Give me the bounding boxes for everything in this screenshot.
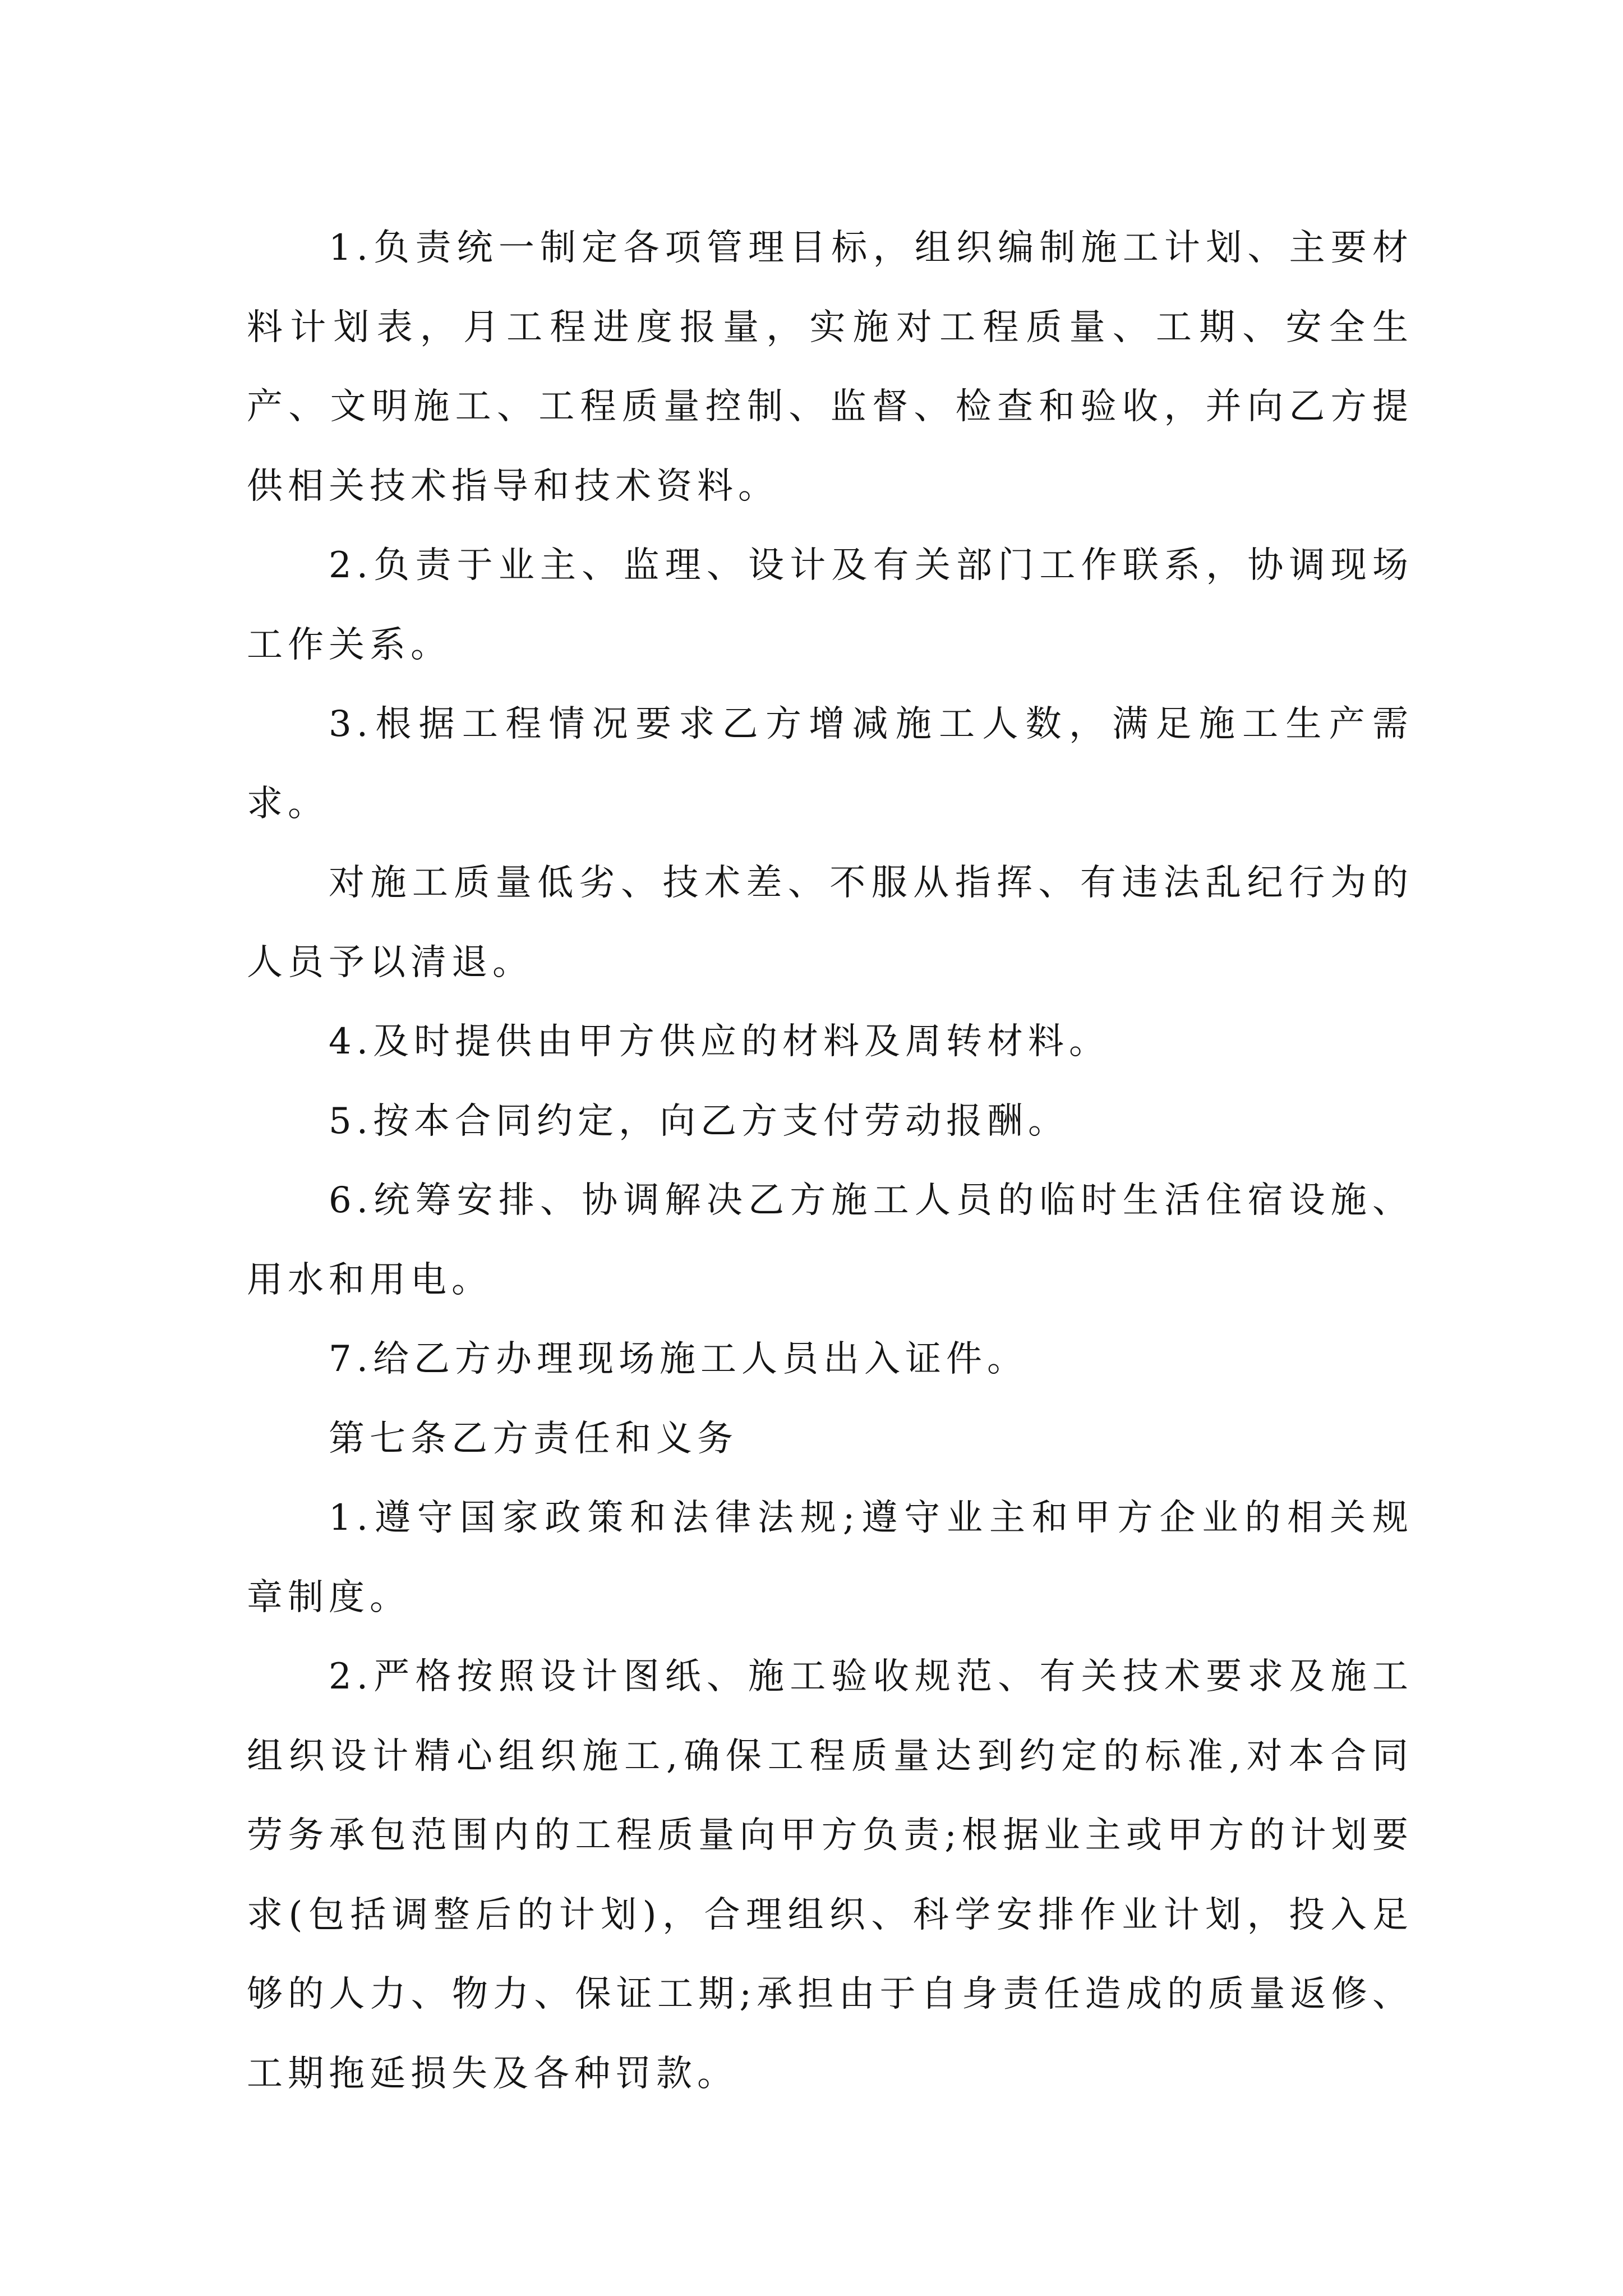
document-body [247, 209, 1413, 2114]
paragraph-party-b-2: 2.严格按照设计图纸、施工验收规范、有关技术要求及施工组织设计精心组织施工,确保工程质量达到约定的标准,对本合同劳务承包范围内的工程质量向甲方负责;根据业主或甲方的计划要求(包括调整后的计划)，合理组织、科学安排作业计划，投入足够的人力、物力、保证工期;承担由于自身责任造成的质量返修、工期拖延损失及各种罚款。 [247, 1656, 1413, 2095]
paragraph-party-b-1: 1.遵守国家政策和法律法规;遵守业主和甲方企业的相关规章制度。 [247, 1497, 1413, 1618]
paragraph-duty-5: 5.按本合同约定，向乙方支付劳动报酬。 [329, 1100, 1069, 1142]
section-heading-article-7: 第七条乙方责任和义务 [329, 1418, 738, 1460]
paragraph-duty-1: 1.负责统一制定各项管理目标，组织编制施工计划、主要材料计划表，月工程进度报量，实施对工程质量、工期、安全生产、文明施工、工程质量控制、监督、检查和验收，并向乙方提供相关技术指导和技术资料。 [247, 227, 1413, 507]
paragraph-duty-2: 2.负责于业主、监理、设计及有关部门工作联系，协调现场工作关系。 [247, 545, 1413, 666]
paragraph-duty-3-note: 对施工质量低劣、技术差、不服从指挥、有违法乱纪行为的人员予以清退。 [247, 862, 1413, 983]
paragraph-duty-3: 3.根据工程情况要求乙方增减施工人数，满足施工生产需求。 [247, 703, 1413, 825]
paragraph-duty-7: 7.给乙方办理现场施工人员出入证件。 [329, 1338, 1029, 1380]
paragraph-duty-4: 4.及时提供由甲方供应的材料及周转材料。 [329, 1021, 1110, 1062]
paragraph-duty-6: 6.统筹安排、协调解决乙方施工人员的临时生活住宿设施、用水和用电。 [247, 1180, 1413, 1301]
